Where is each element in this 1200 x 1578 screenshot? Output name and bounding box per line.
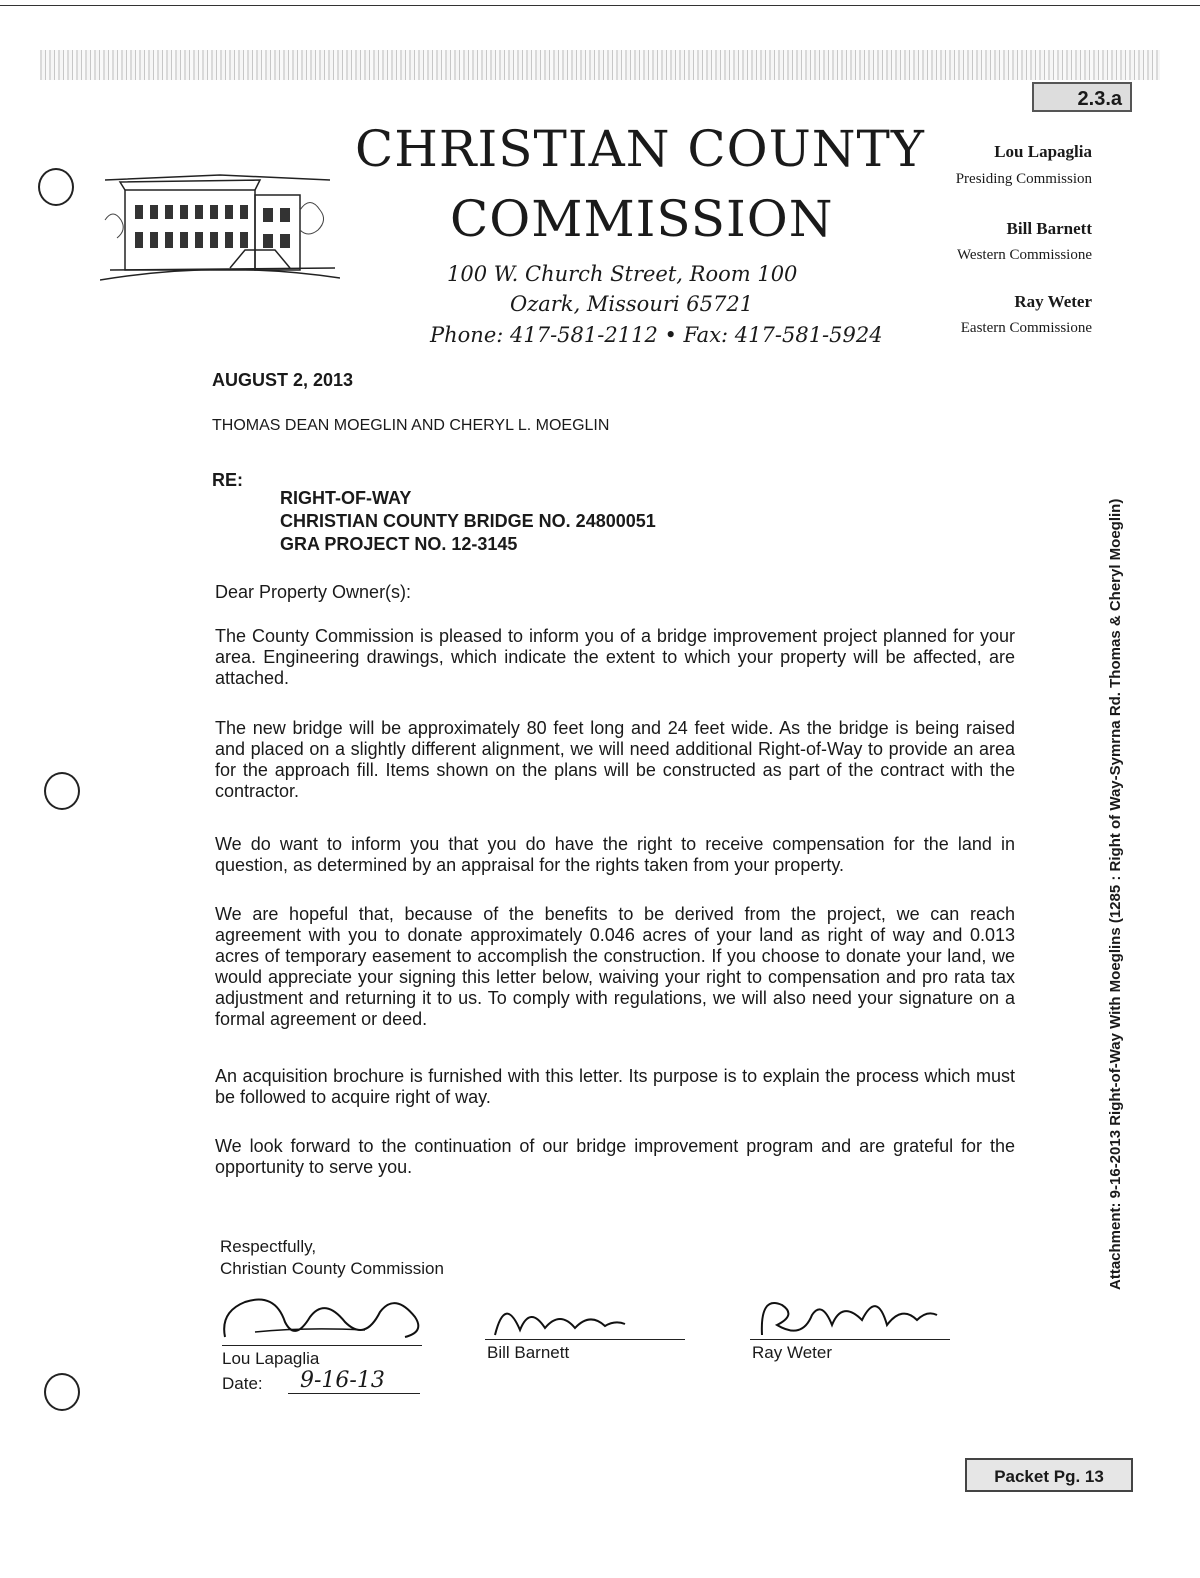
commissioner-title-2: Western Commissione <box>956 247 1092 263</box>
date-label: Date: <box>222 1374 263 1393</box>
paragraph-2: The new bridge will be approximately 80 feet long and 24 feet wide. As the bridge is being raised and placed on a slightly different alignment, we will need additional Right-of-Way to provide an area for the approach fill. Items shown on the plans will be constructed as part of the contract with the contractor. <box>215 718 1015 801</box>
top-rule <box>0 5 1200 6</box>
re-line-3: GRA PROJECT NO. 12-3145 <box>280 534 518 554</box>
signer-name-2: Bill Barnett <box>487 1343 570 1362</box>
address-line2: Ozark, Missouri 65721 <box>510 292 754 316</box>
commissioner-name-2: Bill Barnett <box>1006 219 1092 238</box>
commissioner-title-3: Eastern Commissione <box>960 320 1092 336</box>
commissioner-title-1: Presiding Commission <box>955 171 1092 187</box>
punch-hole-bottom <box>44 1373 80 1411</box>
punch-hole-top <box>38 168 74 206</box>
paragraph-6: We look forward to the continuation of our bridge improvement program and are grateful for the opportunity to serve you. <box>215 1136 1015 1177</box>
signer-name-1: Lou Lapaglia <box>222 1349 320 1368</box>
org-name-line2: COMMISSION <box>450 190 834 248</box>
packet-page-box: Packet Pg. 13 <box>965 1458 1133 1492</box>
signature-weter <box>752 1280 942 1345</box>
closing: Respectfully, <box>220 1237 317 1256</box>
date-line <box>288 1393 420 1394</box>
phone-fax: Phone: 417-581-2112 • Fax: 417-581-5924 <box>430 323 883 347</box>
side-attachment-label: Attachment: 9-16-2013 Right-of-Way With Moeglins (1285 : Right of Way-Symrna Rd. Thomas & Cheryl Moeglin) <box>1107 498 1124 1290</box>
paragraph-5: An acquisition brochure is furnished with this letter. Its purpose is to explain the process which must be followed to acquire right of way. <box>215 1066 1015 1107</box>
commissioner-name-3: Ray Weter <box>1014 292 1092 311</box>
signature-barnett-absent <box>485 1290 635 1345</box>
recipient: THOMAS DEAN MOEGLIN AND CHERYL L. MOEGLIN <box>212 417 610 434</box>
courthouse-logo <box>100 150 340 290</box>
org-name-line1: CHRISTIAN COUNTY <box>355 120 925 178</box>
paragraph-3: We do want to inform you that you do have the right to receive compensation for the land in question, as determined by an appraisal for the rights taken from your property. <box>215 834 1015 875</box>
signed-date: 9-16-13 <box>300 1368 385 1393</box>
signature-line-2 <box>485 1339 685 1340</box>
signature-line-1 <box>222 1345 422 1346</box>
salutation: Dear Property Owner(s): <box>215 582 412 602</box>
re-label: RE: <box>212 470 243 490</box>
punch-hole-middle <box>44 772 80 810</box>
letter-date: AUGUST 2, 2013 <box>212 370 354 390</box>
signature-line-3 <box>750 1339 950 1340</box>
commissioner-name-1: Lou Lapaglia <box>994 142 1092 161</box>
paragraph-1: The County Commission is pleased to inform you of a bridge improvement project planned for your area. Engineering drawings, which indicate the extent to which your property will be affected, are attached. <box>215 626 1015 688</box>
signer-name-3: Ray Weter <box>752 1343 832 1362</box>
address-line1: 100 W. Church Street, Room 100 <box>447 262 798 286</box>
re-line-2: CHRISTIAN COUNTY BRIDGE NO. 24800051 <box>280 511 656 531</box>
signature-lapaglia <box>215 1282 440 1352</box>
scan-noise-band <box>40 50 1160 80</box>
closing-org: Christian County Commission <box>220 1259 444 1278</box>
paragraph-4: We are hopeful that, because of the benefits to be derived from the project, we can reach agreement with you to donate approximately 0.046 acres of your land as right of way and 0.013 acres of temporary easement to accomplish the construction. If you choose to donate your land, we would appreciate your signing this letter below, waiving your right to compensation and pro rata tax adjustment and returning it to us. To comply with regulations, we will also need your signature on a formal agreement or deed. <box>215 904 1015 1029</box>
re-line-1: RIGHT-OF-WAY <box>280 488 412 508</box>
reference-tag: 2.3.a <box>1032 82 1132 112</box>
